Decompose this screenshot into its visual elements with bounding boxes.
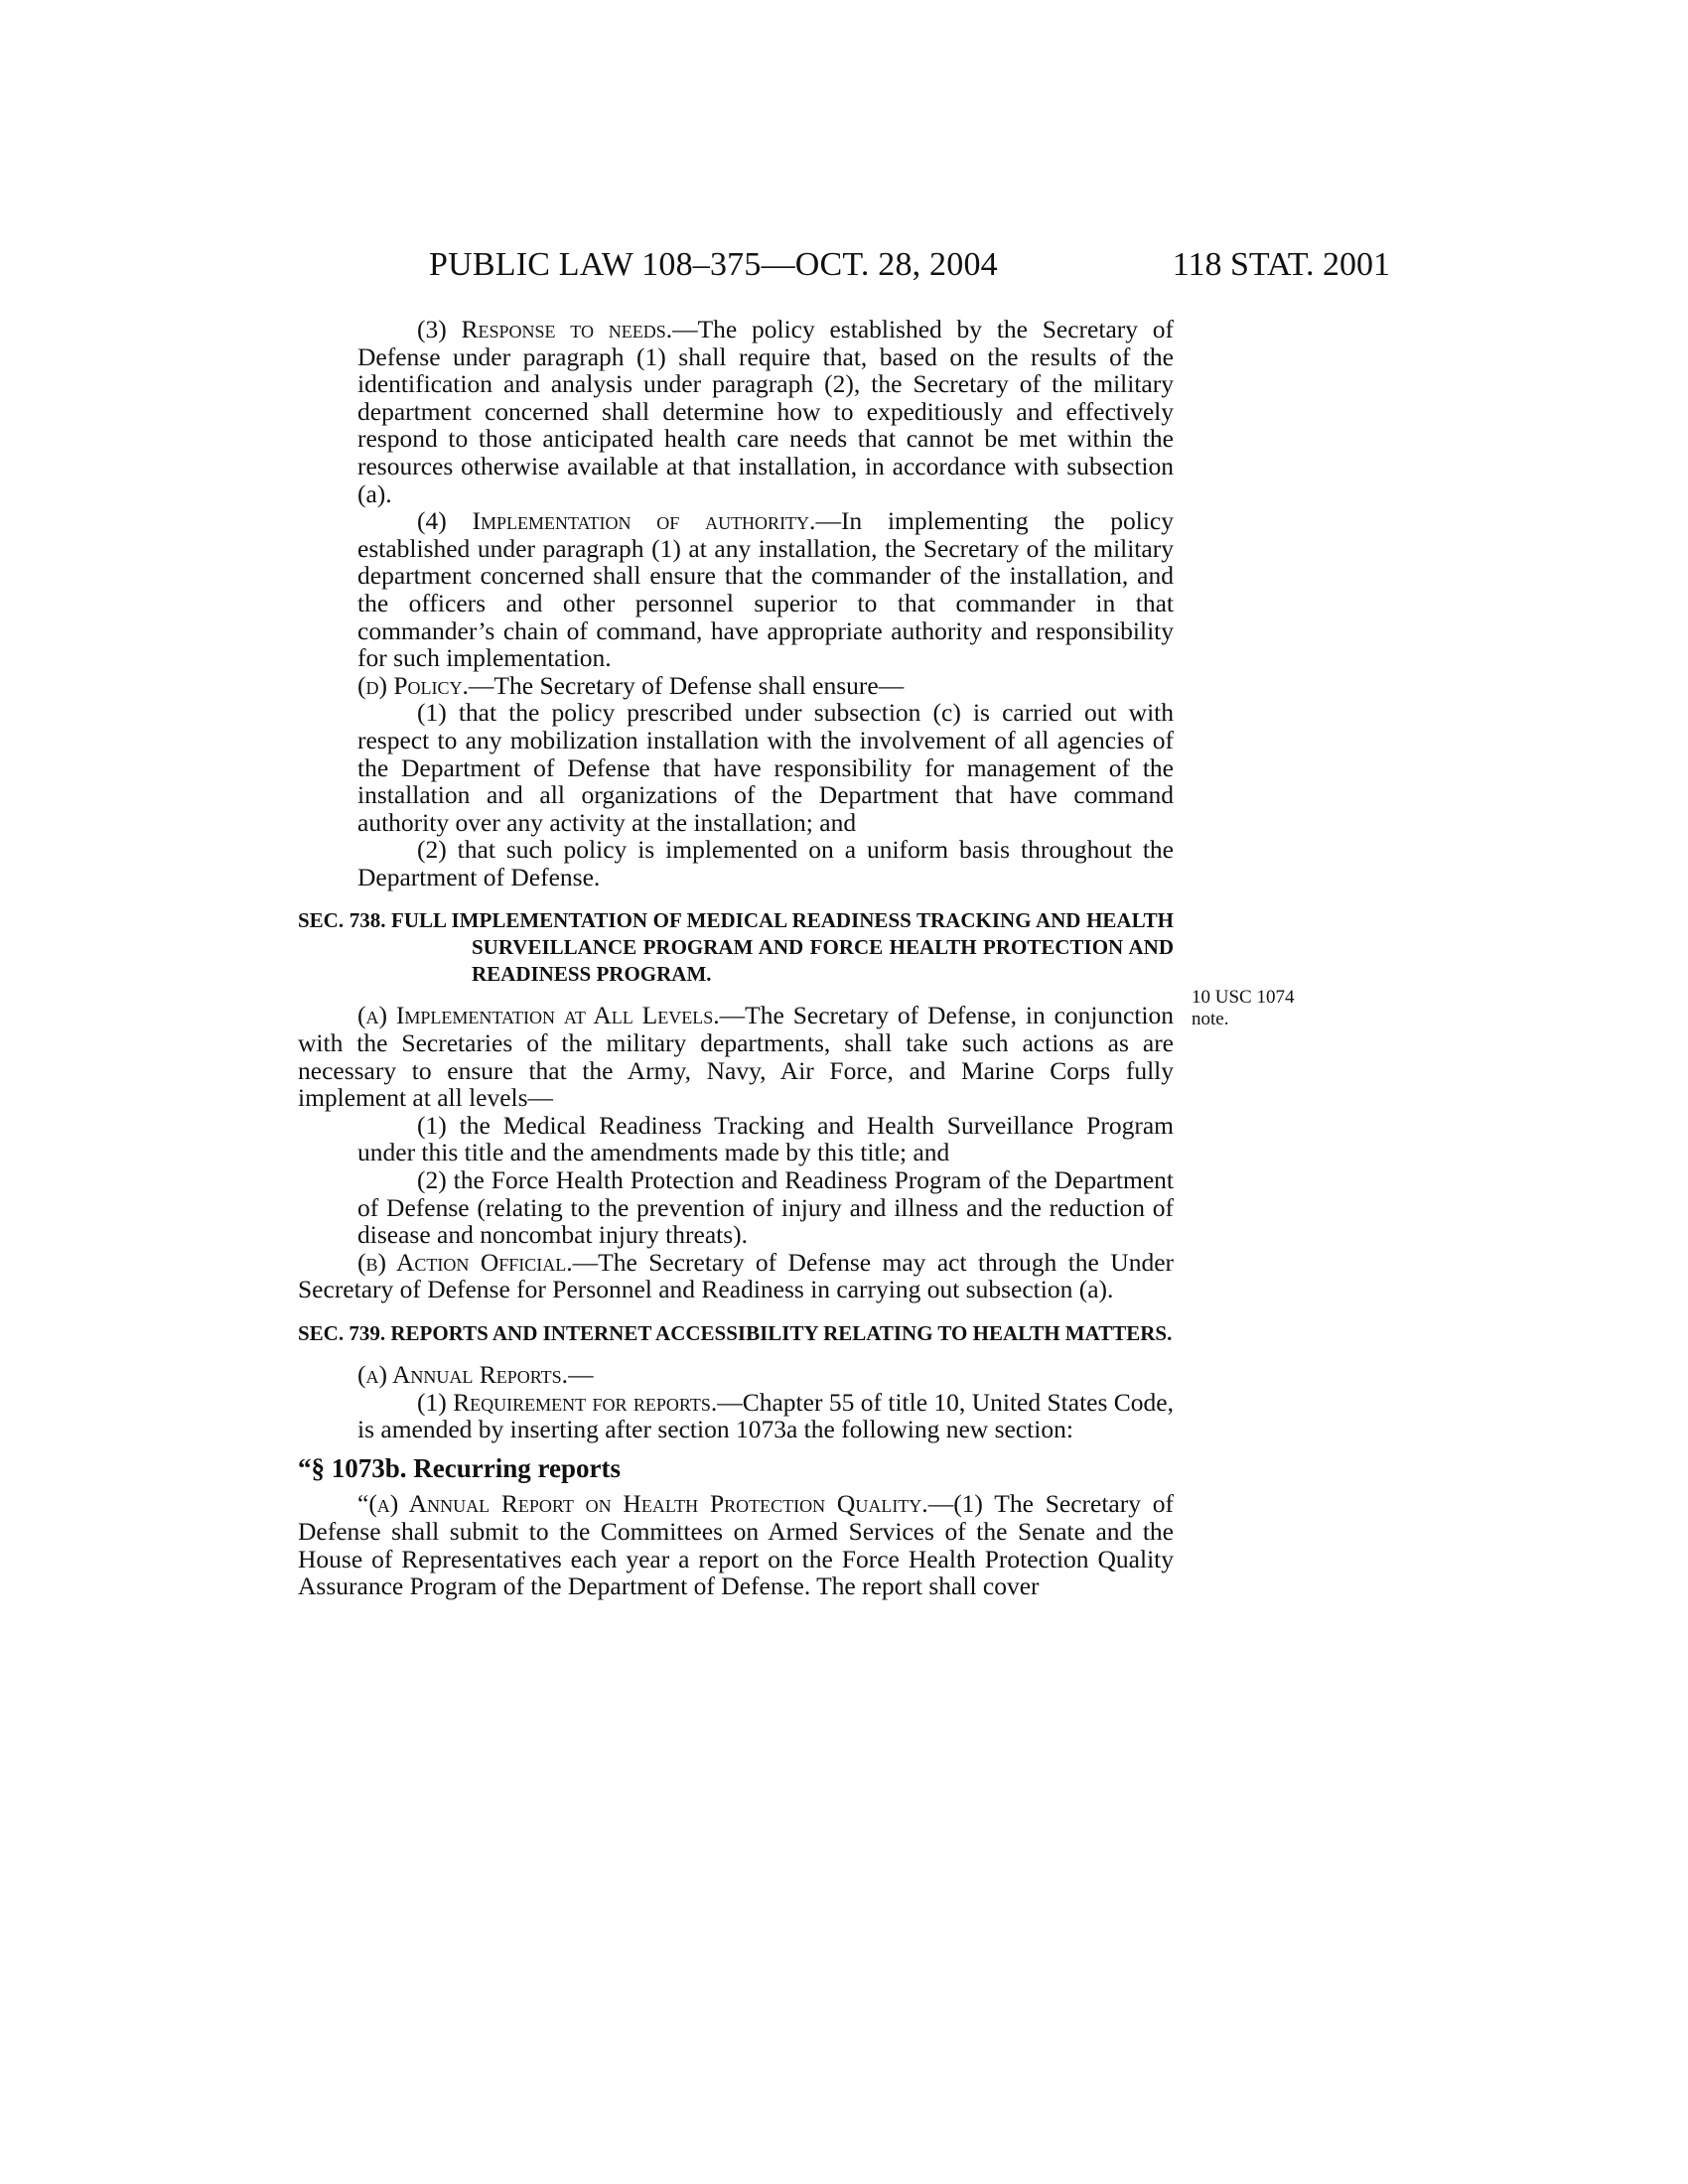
inserted-subsection-a xyxy=(298,1490,1174,1599)
section-heading-text: SEC. 739. REPORTS AND INTERNET ACCESSIBILITY RELATING TO HEALTH MATTERS. xyxy=(298,1321,1173,1345)
paragraph-dash: — xyxy=(568,1360,594,1389)
paragraph-heading: (3) Response to needs. xyxy=(417,315,673,343)
paragraph-heading: (a) Implementation at All Levels. xyxy=(357,1001,720,1030)
header-title: PUBLIC LAW 108–375—OCT. 28, 2004 xyxy=(429,246,998,283)
paragraph-body: —The Secretary of Defense may act through the Under Secretary of Defense for Personnel and Readiness in carrying out subsection (a). xyxy=(298,1247,1174,1304)
paragraph-body: —The Secretary of Defense, in conjunction with the Secretaries of the military departments, shall take such actions as are necessary to ensure that the Army, Navy, Air Force, and Marine Corps fully implement at all levels— xyxy=(298,1001,1175,1113)
paragraph-heading: (a) Annual Reports. xyxy=(357,1360,569,1389)
body-text xyxy=(298,316,1174,1600)
margin-note-usc xyxy=(1192,987,1311,1030)
paragraph-heading: (d) Policy. xyxy=(357,670,469,700)
margin-note-line: 10 USC 1074 xyxy=(1192,987,1295,1008)
paragraph-heading: (4) Implementation of authority. xyxy=(417,506,816,536)
paragraph-body: —In implementing the policy established under paragraph (1) at any installation, the Secretary of the military department concerned shall ensure that the commander of the installation, and the officers and other personnel superior to that commander in that commander’s chain of command, have appropriate authority and responsibility for such implementation. xyxy=(357,506,1174,673)
paragraph-d2: (2) that such policy is implemented on a uniform basis throughout the Department of Defense. xyxy=(357,835,1174,891)
margin-note-line: note. xyxy=(1192,1009,1229,1029)
paragraph-heading: (b) Action Official. xyxy=(357,1247,573,1277)
subsection-d-policy xyxy=(298,672,1174,700)
inserted-section-title: “§ 1073b. Recurring reports xyxy=(298,1452,621,1483)
section-738-subsection-b xyxy=(298,1249,1174,1303)
paragraph-body: —The Secretary of Defense shall ensure— xyxy=(468,670,905,700)
section-739-subsection-a xyxy=(298,1361,1174,1389)
section-738-paragraph-a2: (2) the Force Health Protection and Readiness Program of the Department of Defense (relating to the prevention of injury and illness and the reduction of disease and noncombat injury threats). xyxy=(357,1165,1174,1250)
paragraph-heading: “(a) Annual Report on Health Protection Quality. xyxy=(357,1489,928,1519)
section-738-subsection-a xyxy=(298,1002,1174,1111)
running-header xyxy=(298,246,1390,290)
paragraph-body: —(1) The Secretary of Defense shall submit to the Committees on Armed Services of the Senate and the House of Representatives each year a report on the Force Health Protection Quality Assurance Program of the Department of Defense. The report shall cover xyxy=(298,1489,1174,1601)
header-stat-page: 118 STAT. 2001 xyxy=(1172,246,1390,283)
section-738-heading xyxy=(298,907,1174,988)
section-739-heading xyxy=(298,1320,1174,1347)
paragraph-body: —The policy established by the Secretary of Defense under paragraph (1) shall require that, based on the results of the identification and analysis under paragraph (2), the Secretary of the military department concerned shall determine how to expeditiously and effectively respond to those anticipated health care needs that cannot be met within the resources otherwise available at that installation, in accordance with subsection (a). xyxy=(357,315,1175,508)
section-739-paragraph-a1 xyxy=(298,1389,1174,1443)
paragraph-d1: (1) that the policy prescribed under subsection (c) is carried out with respect to any mobilization installation with the involvement of all agencies of the Department of Defense that have responsibility for management of the installation and all organizations of the Department that have command authority over any activity at the installation; and xyxy=(357,698,1174,837)
paragraph-4-implementation-of-authority xyxy=(298,507,1174,672)
paragraph-heading: (1) Requirement for reports. xyxy=(417,1387,718,1417)
section-738-paragraph-a1: (1) the Medical Readiness Tracking and Health Surveillance Program under this title and the amendments made by this title; and xyxy=(357,1110,1174,1167)
paragraph-3-response-to-needs xyxy=(298,316,1174,507)
section-heading-text: SEC. 738. FULL IMPLEMENTATION OF MEDICAL READINESS TRACKING AND HEALTH SURVEILLANCE PROGRAM AND FORCE HEALTH PROTECTION AND READINESS PROGRAM. xyxy=(298,908,1174,987)
paragraph-body: —Chapter 55 of title 10, United States Code, is amended by inserting after section 1073a the following new section: xyxy=(357,1387,1174,1444)
